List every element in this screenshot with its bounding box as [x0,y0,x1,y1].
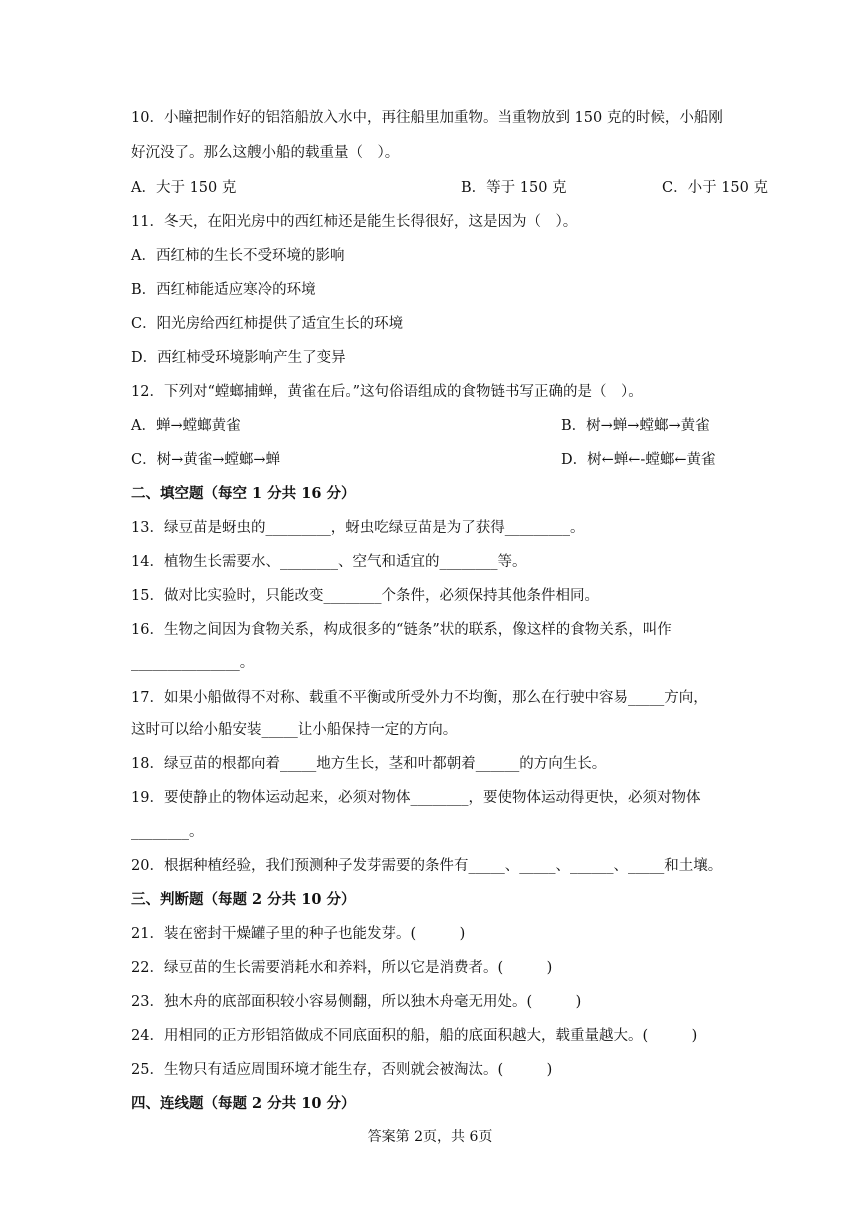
option-a: A．大于 150 克 [131,180,237,196]
question-15: 15．做对比实验时，只能改变________个条件，必须保持其他条件相同。 [131,588,599,604]
option-c: C．小于 150 克 [662,180,768,196]
question-22: 22．绿豆苗的生长需要消耗水和养料，所以它是消费者。( ) [131,960,553,976]
question-17-line-1: 17．如果小船做得不对称、载重不平衡或所受外力不均衡，那么在行驶中容易_____方向， [131,690,708,706]
question-14: 14．植物生长需要水、________、空气和适宜的________等。 [131,554,527,570]
question-16-line-1: 16．生物之间因为食物关系，构成很多的“链条”状的联系，像这样的食物关系，叫作 [131,622,672,638]
section-heading-fill-in: 二、填空题（每空 1 分共 16 分） [131,485,356,502]
question-23: 23．独木舟的底部面积较小容易侧翻，所以独木舟毫无用处。( ) [131,994,582,1010]
question-11-option-c: C．阳光房给西红柿提供了适宜生长的环境 [131,316,404,332]
question-11-stem: 11．冬天，在阳光房中的西红柿还是能生长得很好，这是因为（ ）。 [131,214,578,230]
question-16-line-2: _______________。 [131,655,255,671]
question-20: 20．根据种植经验，我们预测种子发芽需要的条件有_____、_____、______、_____和土壤。 [131,858,723,874]
question-19-line-2: ________。 [131,824,204,840]
question-19-line-1: 19．要使静止的物体运动起来，必须对物体________，要使物体运动得更快，必须对物体 [131,790,701,806]
question-25: 25．生物只有适应周围环境才能生存，否则就会被淘汰。( ) [131,1062,553,1078]
question-11-option-d: D．西红柿受环境影响产生了变异 [131,350,346,366]
question-11-option-a: A．西红柿的生长不受环境的影响 [131,248,345,264]
option-d: D．树←蝉←-螳螂←黄雀 [561,452,716,468]
section-heading-true-false: 三、判断题（每题 2 分共 10 分） [131,891,356,908]
option-a: A．蝉→螳螂黄雀 [131,418,241,434]
page-footer: 答案第 2页，共 6页 [367,1129,493,1145]
question-10-line-2: 好沉没了。那么这艘小船的载重量（ ）。 [131,145,400,161]
question-13: 13．绿豆苗是蚜虫的_________，蚜虫吃绿豆苗是为了获得_________。 [131,520,585,536]
option-c: C．树→黄雀→螳螂→蝉 [131,452,281,468]
question-10-line-1: 10．小瞳把制作好的铝箔船放入水中，再往船里加重物。当重物放到 150 克的时候，小船刚 [131,110,723,126]
question-11-option-b: B．西红柿能适应寒冷的环境 [131,282,316,298]
option-b: B．等于 150 克 [461,180,567,196]
option-b: B．树→蝉→螳螂→黄雀 [561,418,710,434]
question-10-options [131,178,768,198]
question-17-line-2: 这时可以给小船安装_____让小船保持一定的方向。 [131,722,458,738]
question-18: 18．绿豆苗的根都向着_____地方生长，茎和叶都朝着______的方向生长。 [131,756,607,772]
question-12-stem: 12．下列对“螳螂捕蝉，黄雀在后。”这句俗语组成的食物链书写正确的是（ ）。 [131,384,643,400]
section-heading-matching: 四、连线题（每题 2 分共 10 分） [131,1095,356,1112]
question-12-options-row-2 [131,450,716,470]
question-24: 24．用相同的正方形铝箔做成不同底面积的船，船的底面积越大，载重量越大。( ) [131,1028,698,1044]
question-21: 21．装在密封干燥罐子里的种子也能发芽。( ) [131,926,466,942]
question-12-options-row-1 [131,416,710,436]
